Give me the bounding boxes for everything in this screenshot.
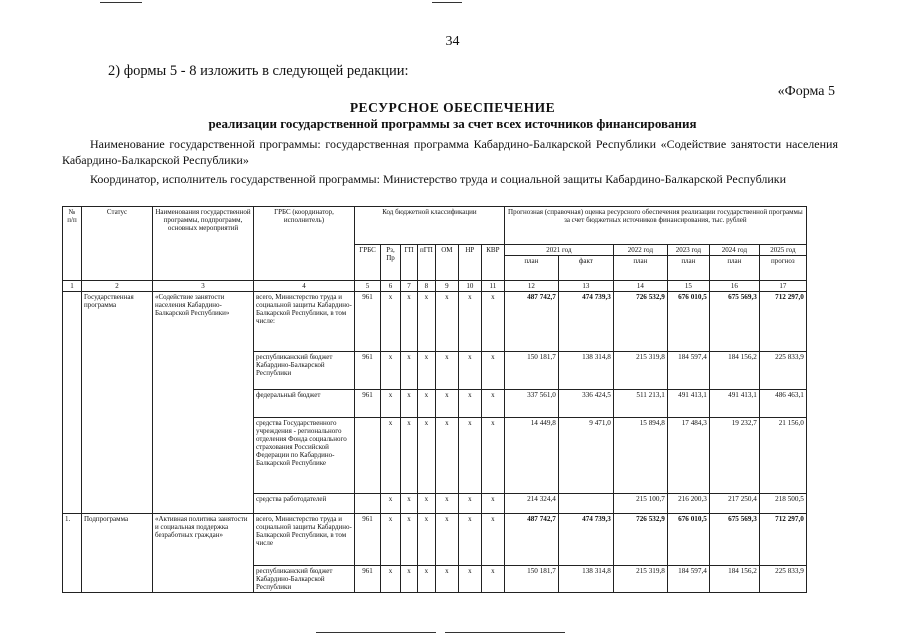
grbs-code-cell xyxy=(355,494,381,514)
value-cell: 14 449,8 xyxy=(504,418,558,494)
status-cell: Подпрограмма xyxy=(82,514,153,593)
code-cell: x xyxy=(458,566,481,593)
grbs-code-cell: 961 xyxy=(355,566,381,593)
column-number-row xyxy=(63,281,807,292)
col-number: 6 xyxy=(381,281,401,292)
code-cell: x xyxy=(381,418,401,494)
value-cell: 491 413,1 xyxy=(667,390,709,418)
code-cell: x xyxy=(435,292,458,352)
value-cell: 218 500,5 xyxy=(759,494,806,514)
code-cell: x xyxy=(381,292,401,352)
value-cell: 9 471,0 xyxy=(558,418,613,494)
col-number: 1 xyxy=(63,281,82,292)
value-cell: 511 213,1 xyxy=(613,390,667,418)
col-number: 2 xyxy=(82,281,153,292)
grbs-cell: всего, Министерство труда и социальной защиты Кабардино-Балкарской Республики, в том числе: xyxy=(254,292,355,352)
header-status: Статус xyxy=(82,207,153,281)
code-cell: x xyxy=(381,566,401,593)
header-year-2021: 2021 год xyxy=(504,245,613,256)
code-cell: x xyxy=(458,418,481,494)
code-cell: x xyxy=(418,494,436,514)
header-year-2022: 2022 год xyxy=(613,245,667,256)
grbs-cell: средства работодателей xyxy=(254,494,355,514)
value-cell: 225 833,9 xyxy=(759,566,806,593)
value-cell: 675 569,3 xyxy=(709,292,759,352)
col-number: 13 xyxy=(558,281,613,292)
value-cell: 184 156,2 xyxy=(709,566,759,593)
grbs-cell: средства Государственного учреждения - регионального отделения Фонда социального страхования Российской Федерации по Кабардино-Балкарской Республике xyxy=(254,418,355,494)
code-cell: x xyxy=(481,352,504,390)
col-number: 9 xyxy=(435,281,458,292)
code-cell: x xyxy=(458,352,481,390)
value-cell: 216 200,3 xyxy=(667,494,709,514)
value-cell: 138 314,8 xyxy=(558,352,613,390)
value-cell: 225 833,9 xyxy=(759,352,806,390)
code-cell: x xyxy=(435,566,458,593)
value-cell: 712 297,0 xyxy=(759,292,806,352)
program-name-line: Наименование государственной программы: государственная программа Кабардино-Балкарской Республики «Содействие занятости населения Кабардино-Балкарской Республики» xyxy=(62,137,838,167)
header-year-2024: 2024 год xyxy=(709,245,759,256)
col-number: 16 xyxy=(709,281,759,292)
value-cell: 336 424,5 xyxy=(558,390,613,418)
code-cell: x xyxy=(458,292,481,352)
table-row xyxy=(63,292,807,352)
code-cell: x xyxy=(418,418,436,494)
value-cell: 726 532,9 xyxy=(613,292,667,352)
code-cell: x xyxy=(435,352,458,390)
col-number: 14 xyxy=(613,281,667,292)
header-forecast: прогноз xyxy=(759,256,806,281)
header-plan: план xyxy=(504,256,558,281)
value-cell: 21 156,0 xyxy=(759,418,806,494)
header-plan: план xyxy=(709,256,759,281)
code-cell: x xyxy=(401,418,418,494)
code-cell: x xyxy=(418,566,436,593)
col-number: 7 xyxy=(401,281,418,292)
value-cell: 138 314,8 xyxy=(558,566,613,593)
code-cell: x xyxy=(401,292,418,352)
value-cell: 150 181,7 xyxy=(504,566,558,593)
col-number: 12 xyxy=(504,281,558,292)
value-cell: 214 324,4 xyxy=(504,494,558,514)
value-cell: 676 010,5 xyxy=(667,514,709,566)
header-code-col: НР xyxy=(458,245,481,281)
row-number-cell: 1. xyxy=(63,514,82,593)
document-title: РЕСУРСНОЕ ОБЕСПЕЧЕНИЕ xyxy=(349,100,556,115)
header-plan: план xyxy=(667,256,709,281)
code-cell: x xyxy=(435,514,458,566)
form-label: «Форма 5 xyxy=(777,84,835,99)
header-num: № п/п xyxy=(63,207,82,281)
resource-table xyxy=(62,206,807,593)
table-row xyxy=(63,514,807,566)
value-cell: 726 532,9 xyxy=(613,514,667,566)
value-cell: 676 010,5 xyxy=(667,292,709,352)
header-code-col: Рз, Пр xyxy=(381,245,401,281)
code-cell: x xyxy=(418,292,436,352)
header-code-col: ОМ xyxy=(435,245,458,281)
document-subtitle: реализации государственной программы за счет всех источников финансирования xyxy=(208,116,697,131)
code-cell: x xyxy=(435,390,458,418)
header-year-2025: 2025 год xyxy=(759,245,806,256)
code-cell: x xyxy=(481,292,504,352)
header-code-col: КВР xyxy=(481,245,504,281)
value-cell: 217 250,4 xyxy=(709,494,759,514)
code-cell: x xyxy=(481,418,504,494)
code-cell: x xyxy=(381,390,401,418)
scan-mark-bottom-right xyxy=(445,632,565,633)
code-cell: x xyxy=(401,566,418,593)
code-cell: x xyxy=(481,514,504,566)
grbs-cell: республиканский бюджет Кабардино-Балкарской Республики xyxy=(254,566,355,593)
col-number: 15 xyxy=(667,281,709,292)
value-cell: 474 739,3 xyxy=(558,292,613,352)
value-cell: 215 319,8 xyxy=(613,352,667,390)
row-number-cell xyxy=(63,292,82,514)
code-cell: x xyxy=(458,390,481,418)
value-cell: 487 742,7 xyxy=(504,514,558,566)
code-cell: x xyxy=(381,514,401,566)
grbs-cell: федеральный бюджет xyxy=(254,390,355,418)
code-cell: x xyxy=(418,390,436,418)
header-code-col: ГП xyxy=(401,245,418,281)
code-cell: x xyxy=(418,514,436,566)
header-code-col: ГРБС xyxy=(355,245,381,281)
code-cell: x xyxy=(481,494,504,514)
value-cell: 19 232,7 xyxy=(709,418,759,494)
value-cell: 150 181,7 xyxy=(504,352,558,390)
code-cell: x xyxy=(401,390,418,418)
name-cell: «Содействие занятости населения Кабардино-Балкарской Республики» xyxy=(153,292,254,514)
code-cell: x xyxy=(418,352,436,390)
col-number: 5 xyxy=(355,281,381,292)
code-cell: x xyxy=(481,566,504,593)
code-cell: x xyxy=(401,494,418,514)
code-cell: x xyxy=(401,352,418,390)
header-fact: факт xyxy=(558,256,613,281)
col-number: 11 xyxy=(481,281,504,292)
grbs-code-cell: 961 xyxy=(355,352,381,390)
grbs-code-cell: 961 xyxy=(355,390,381,418)
header-code-group: Код бюджетной классификации xyxy=(355,207,505,245)
scan-mark-top-left xyxy=(100,2,142,3)
grbs-code-cell: 961 xyxy=(355,292,381,352)
header-forecast-group: Прогнозная (справочная) оценка ресурсного обеспечения реализации государственной программы за счет бюджетных источников финансирования, тыс. рублей xyxy=(504,207,806,245)
col-number: 8 xyxy=(418,281,436,292)
header-grbs: ГРБС (координатор, исполнитель) xyxy=(254,207,355,281)
header-name: Наименования государственной программы, подпрограмм, основных мероприятий xyxy=(153,207,254,281)
code-cell: x xyxy=(401,514,418,566)
code-cell: x xyxy=(381,352,401,390)
header-code-col: пГП xyxy=(418,245,436,281)
value-cell xyxy=(558,494,613,514)
header-plan: план xyxy=(613,256,667,281)
col-number: 10 xyxy=(458,281,481,292)
value-cell: 486 463,1 xyxy=(759,390,806,418)
value-cell: 712 297,0 xyxy=(759,514,806,566)
grbs-cell: республиканский бюджет Кабардино-Балкарской Республики xyxy=(254,352,355,390)
value-cell: 491 413,1 xyxy=(709,390,759,418)
grbs-code-cell: 961 xyxy=(355,514,381,566)
value-cell: 184 156,2 xyxy=(709,352,759,390)
value-cell: 184 597,4 xyxy=(667,566,709,593)
grbs-cell: всего, Министерство труда и социальной защиты Кабардино-Балкарской Республики, в том числе xyxy=(254,514,355,566)
col-number: 3 xyxy=(153,281,254,292)
intro-text: 2) формы 5 - 8 изложить в следующей редакции: xyxy=(108,63,409,79)
scan-mark-bottom-left xyxy=(316,632,436,633)
value-cell: 487 742,7 xyxy=(504,292,558,352)
value-cell: 215 100,7 xyxy=(613,494,667,514)
col-number: 4 xyxy=(254,281,355,292)
code-cell: x xyxy=(481,390,504,418)
code-cell: x xyxy=(435,418,458,494)
coordinator-line: Координатор, исполнитель государственной программы: Министерство труда и социальной защиты Кабардино-Балкарской Республики xyxy=(90,172,787,186)
grbs-code-cell xyxy=(355,418,381,494)
name-cell: «Активная политика занятости и социальная поддержка безработных граждан» xyxy=(153,514,254,593)
scan-mark-top-right xyxy=(432,2,462,3)
value-cell: 184 597,4 xyxy=(667,352,709,390)
status-cell: Государственная программа xyxy=(82,292,153,514)
code-cell: x xyxy=(381,494,401,514)
code-cell: x xyxy=(435,494,458,514)
value-cell: 675 569,3 xyxy=(709,514,759,566)
col-number: 17 xyxy=(759,281,806,292)
value-cell: 337 561,0 xyxy=(504,390,558,418)
code-cell: x xyxy=(458,494,481,514)
value-cell: 15 894,8 xyxy=(613,418,667,494)
value-cell: 17 484,3 xyxy=(667,418,709,494)
value-cell: 474 739,3 xyxy=(558,514,613,566)
code-cell: x xyxy=(458,514,481,566)
header-year-2023: 2023 год xyxy=(667,245,709,256)
page-number: 34 xyxy=(445,34,460,49)
value-cell: 215 319,8 xyxy=(613,566,667,593)
